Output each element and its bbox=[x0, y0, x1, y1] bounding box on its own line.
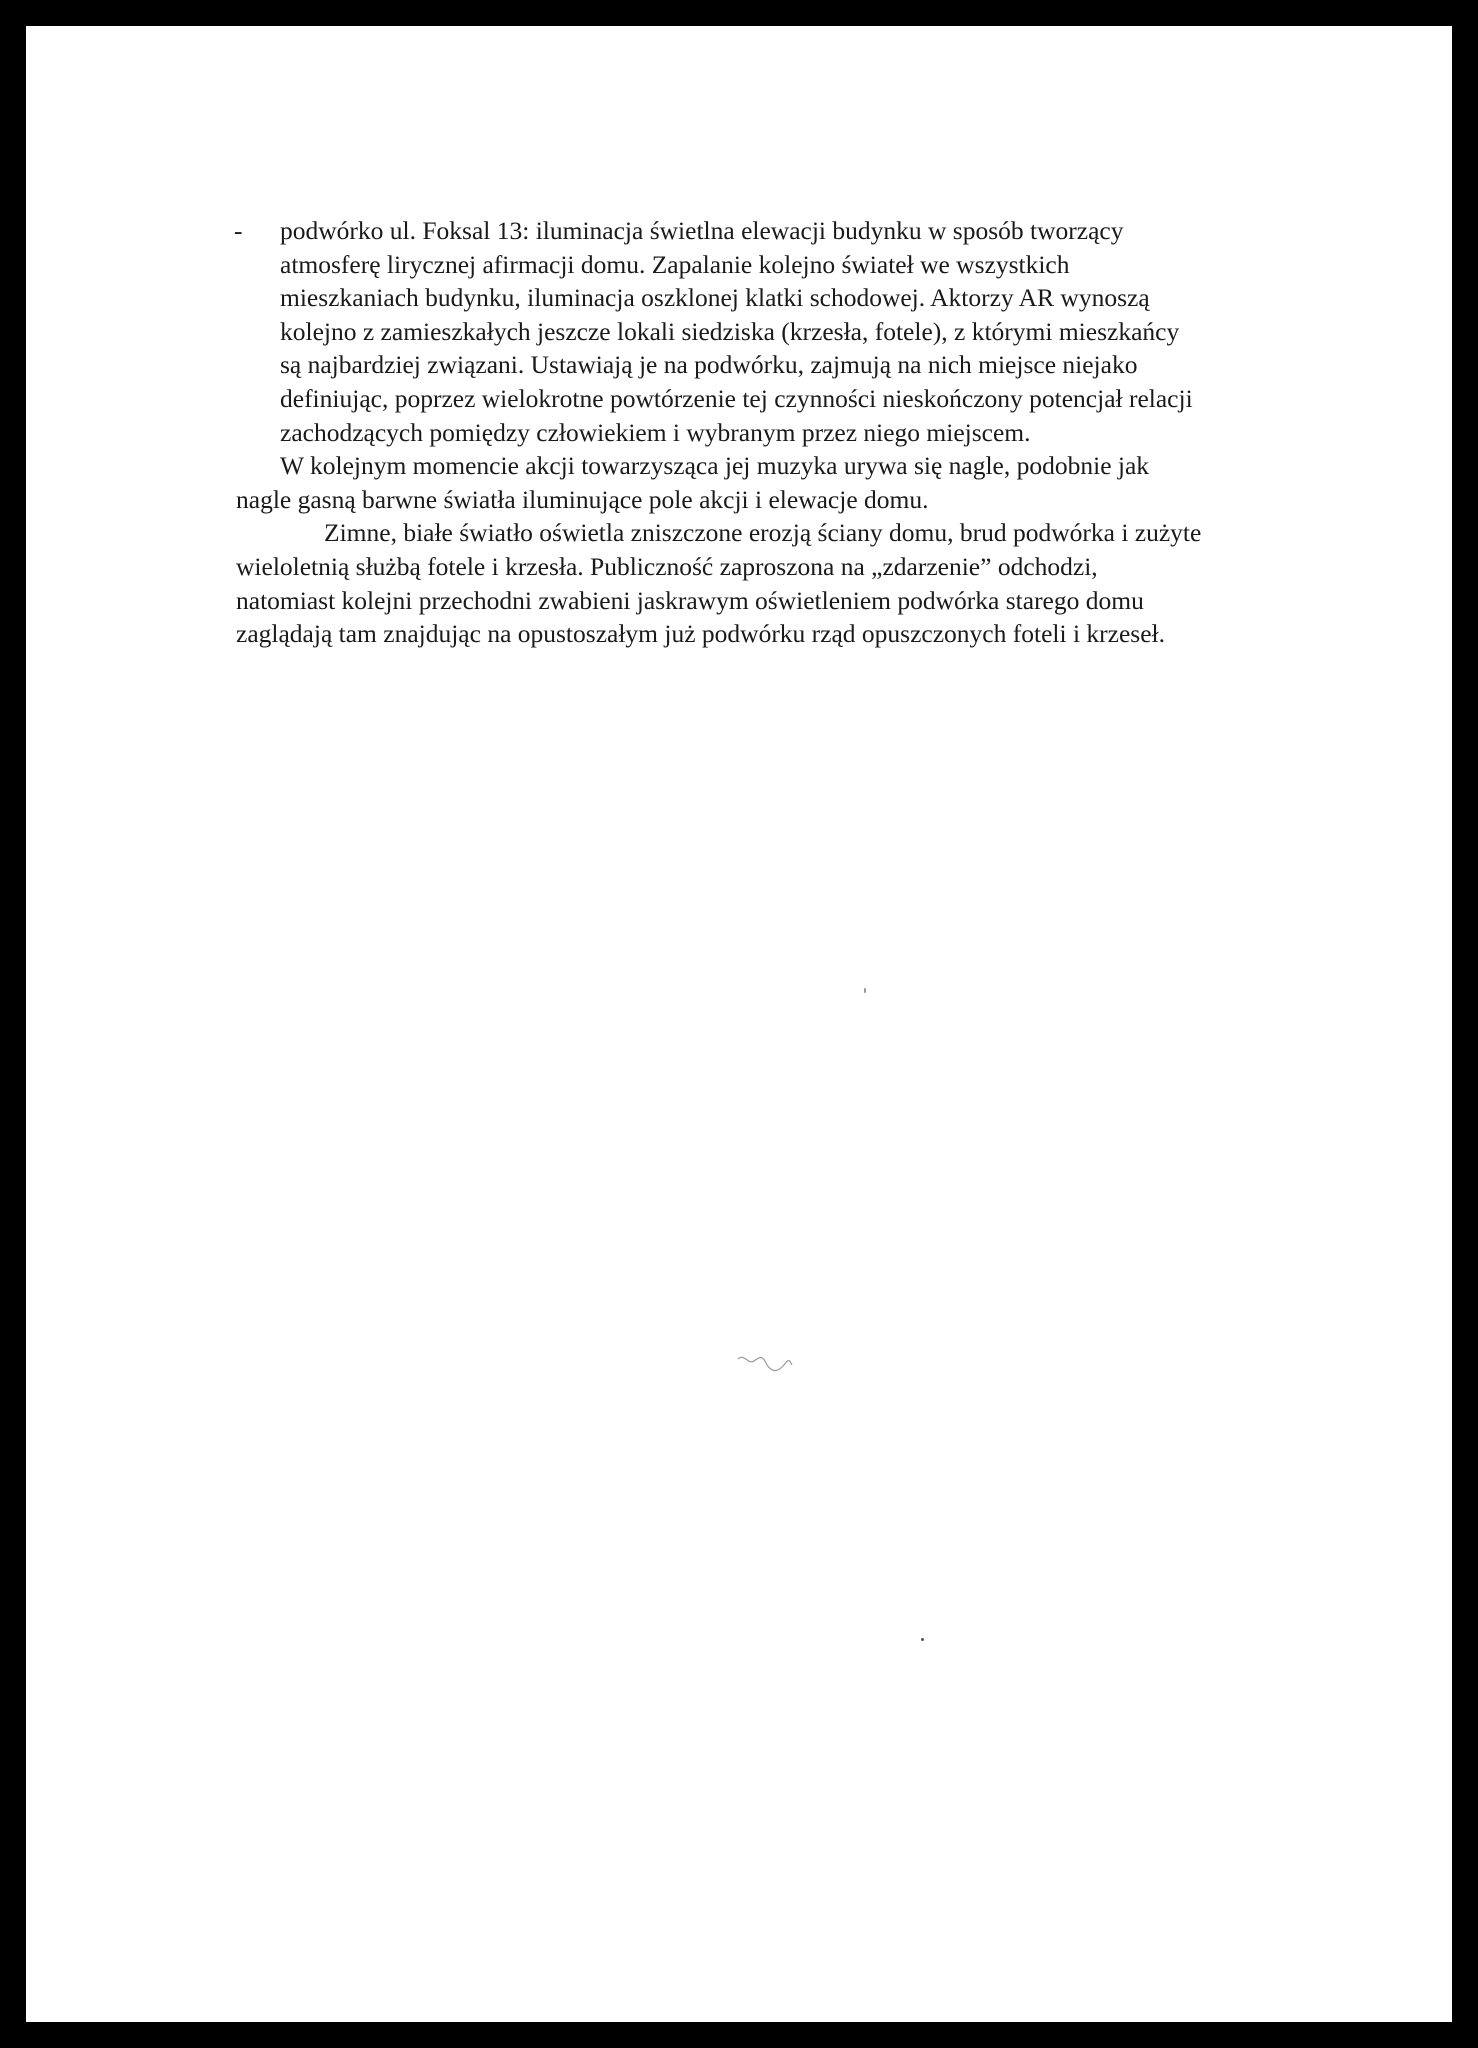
line-text: podwórko ul. Foksal 13: iluminacja świetlna elewacji budynku w sposób tworzący bbox=[280, 216, 1124, 245]
scan-speck bbox=[921, 1638, 924, 1641]
text-line: są najbardziej związani. Ustawiają je na podwórku, zajmują na nich miejsce niejako bbox=[280, 350, 1138, 380]
text-line: W kolejnym momencie akcji towarzysząca jej muzyka urywa się nagle, podobnie jak bbox=[280, 451, 1150, 481]
body-text bbox=[236, 214, 1276, 651]
text-line: Zimne, białe światło oświetla zniszczone erozją ściany domu, brud podwórka i zużyte bbox=[324, 518, 1202, 548]
scan-artifact-squiggle bbox=[736, 1351, 796, 1381]
scan-speck bbox=[864, 988, 866, 993]
text-line: mieszkaniach budynku, iluminacja oszklonej klatki schodowej. Aktorzy AR wynoszą bbox=[280, 283, 1150, 313]
text-line: kolejno z zamieszkałych jeszcze lokali siedziska (krzesła, fotele), z którymi mieszkańcy bbox=[280, 316, 1180, 346]
text-line: natomiast kolejni przechodni zwabieni jaskrawym oświetleniem podwórka starego domu bbox=[236, 585, 1144, 615]
text-line: zaglądają tam znajdując na opustoszałym już podwórku rząd opuszczonych foteli i krzeseł. bbox=[236, 619, 1165, 649]
text-line bbox=[236, 214, 1276, 248]
text-line: zachodzących pomiędzy człowiekiem i wybranym przez niego miejscem. bbox=[280, 417, 1031, 447]
document-page bbox=[26, 26, 1452, 2022]
text-line: definiując, poprzez wielokrotne powtórzenie tej czynności nieskończony potencjał relacji bbox=[280, 383, 1193, 413]
text-line: atmosferę lirycznej afirmacji domu. Zapalanie kolejno świateł we wszystkich bbox=[280, 249, 1070, 279]
bullet-marker: - bbox=[234, 216, 243, 245]
text-line: nagle gasną barwne światła iluminujące pole akcji i elewacje domu. bbox=[236, 484, 929, 514]
text-line: wieloletnią służbą fotele i krzesła. Publiczność zaproszona na „zdarzenie” odchodzi, bbox=[236, 551, 1098, 581]
